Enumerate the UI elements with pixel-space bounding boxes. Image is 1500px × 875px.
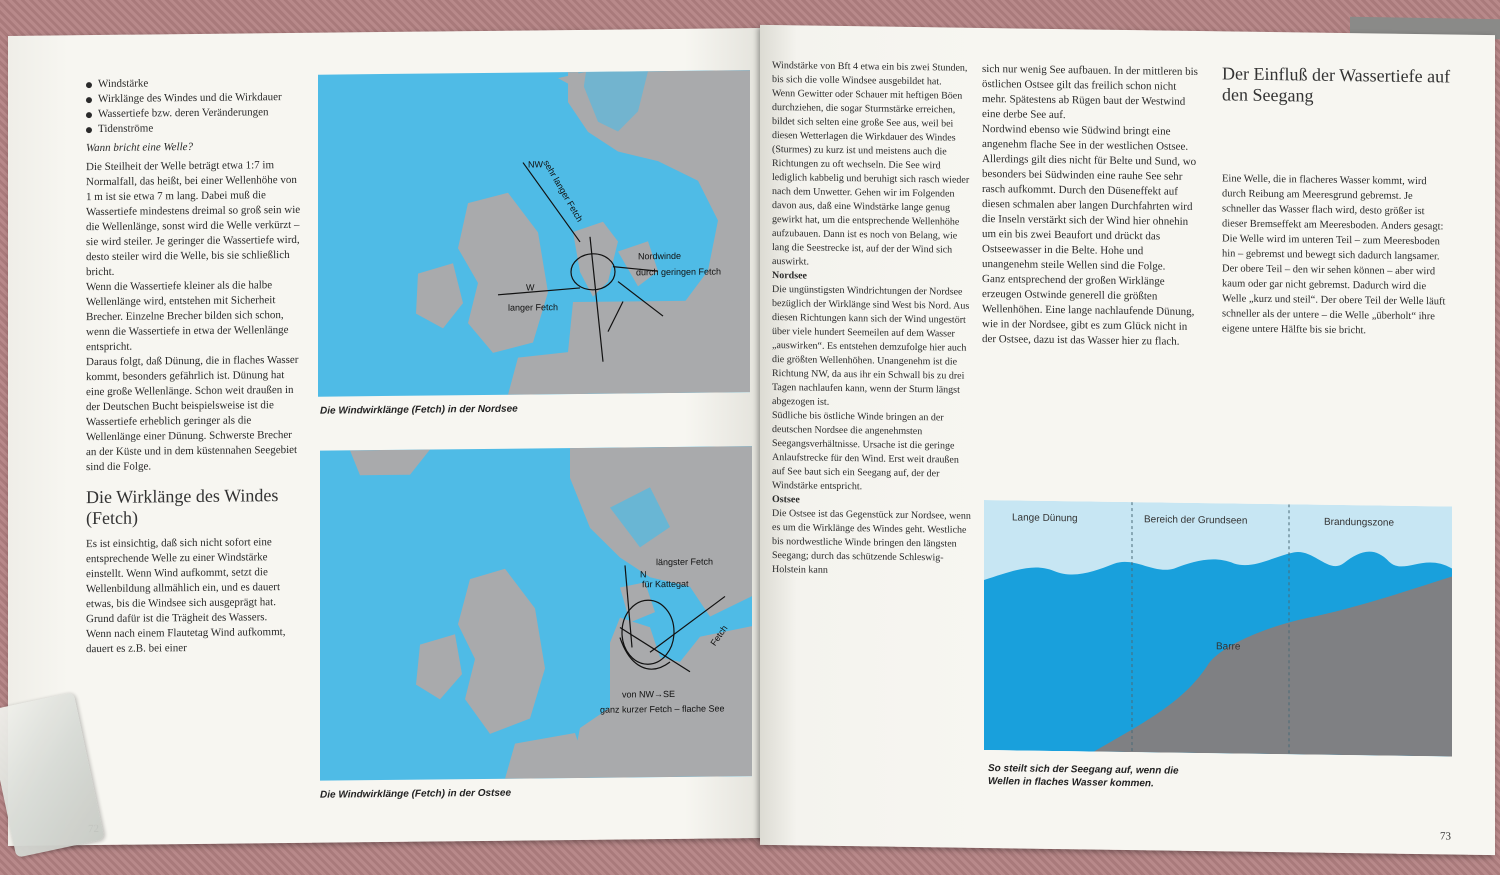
paragraph: Wenn nach einem Flautetag Wind aufkommt, dauert es z.B. bei einer: [86, 626, 286, 656]
baltic-sea-fetch-map: [320, 446, 752, 781]
map-label: langer Fetch: [508, 302, 559, 313]
paragraph: Daraus folgt, daß Dünung, die in flaches Wasser kommt, besonders gefährlich ist. Dünung hat eine große Wellenlänge. Schon weit draußen in der Deutschen Bucht beispielsweise ist die Wassertiefe erheblich geringer als die Wellenlänge einer Dünung. Schwerste Brecher an der Küste und in dem küstennahen Seegebiet sind die Folge.: [86, 353, 299, 474]
zone-label: Bereich der Grundseen: [1144, 514, 1248, 527]
list-item: Tidenströme: [86, 120, 301, 137]
map-label: längster Fetch: [656, 556, 714, 568]
subheading-ostsee: Ostsee: [772, 494, 800, 506]
map1-caption: Die Windwirklänge (Fetch) in der Nordsee: [320, 403, 518, 417]
list-item: Wirklänge des Windes und die Wirkdauer: [86, 90, 301, 107]
paragraph: Die Steilheit der Welle beträgt etwa 1:7 im Normalfall, das heißt, bei einer Wellenhöhe von 1 m ist sie etwa 7 m lang. Dabei muß die Wassertiefe mindestens dreimal so groß sein wie die Wellenlänge, sonst wird die Welle verkürzt – sie wird steiler. Je geringer die Wassertiefe wird, desto steiler wird die Welle, bis sie schließlich bricht.: [86, 159, 301, 279]
barre-label: Barre: [1216, 641, 1241, 653]
seegang-diagram: [984, 500, 1452, 757]
map2-caption: Die Windwirklänge (Fetch) in der Ostsee: [320, 787, 512, 801]
paragraph: Ganz entsprechend der großen Wirklänge erzeugen Ostwinde generell die größten Wellenhöhen. Eine lange nachlaufende Dünung, wie in der Nordsee, gibt es zum Glück nicht in der Ostsee, dazu ist das Wasser hier zu flach.: [982, 272, 1195, 348]
left-text-column: [86, 75, 301, 657]
map-label: NW: [528, 159, 543, 170]
paragraph: Die Ostsee ist das Gegenstück zur Nordsee, wenn es um die Wirklänge des Windes geht. Westliche bis nordwestliche Winde bringen den längsten Seegang; durch das schützende Schleswig-Holstein kann: [772, 508, 971, 576]
map-illustration: [318, 70, 750, 397]
subheading-nordsee: Nordsee: [772, 270, 807, 282]
map-label: sehr langer Fetch: [541, 158, 585, 224]
map-label: W: [526, 282, 535, 293]
map-label: für Kattegat: [642, 578, 689, 590]
right-page: [760, 25, 1495, 855]
right-text-column-2: [982, 62, 1202, 350]
paragraph: Wenn die Wassertiefe kleiner als die halbe Wellenlänge wird, entstehen mit Sicherheit Brecher. Einzelne Brecher bilden sich schon, wenn die Wassertiefe in etwa der Wellenlänge entspricht.: [86, 279, 289, 354]
paragraph: Eine Welle, die in flacheres Wasser kommt, wird durch Reibung am Meeresgrund gebremst. Je schneller das Wasser flach wird, desto größer ist dieser Bremseffekt am Meeresboden. Anders gesagt: Die Welle wird im unteren Teil – zum Meeresboden hin – gebremst und bewegt sich dadurch langsamer. Der obere Teil – den wir sehen können – aber wird kaum oder gar nicht gebremst. Dadurch wird die Welle „kurz und steil“. Der obere Teil der Welle läuft schneller als der untere – die Welle „überholt“ ihre eigene untere Hälfte bis sie bricht.: [1222, 173, 1446, 337]
page-number: 73: [1440, 830, 1451, 843]
map-illustration: [320, 446, 752, 781]
paragraph: sich nur wenig See aufbauen. In der mittleren bis östlichen Ostsee gilt das freilich schon nicht mehr. Spätestens ab Rügen baut der Westwind eine derbe See auf.: [982, 62, 1198, 122]
map-label: ganz kurzer Fetch – flache See: [600, 703, 725, 715]
right-text-column-1: [772, 59, 972, 580]
diagram-caption: So steilt sich der Seegang auf, wenn die Wellen in flaches Wasser kommen.: [988, 763, 1179, 790]
paragraph: Nordwind ebenso wie Südwind bringt eine angenehm flache See in der westlichen Ostsee. Allerdings gilt dies nicht für Belte und Sund, wo besonders bei Südwinden eine rauhe See sehr rasch aufkommt. Durch den Düseneffekt auf diesen schmalen aber langen Durchfahrten wird die Inseln verstärkt sich der Wind hier ohnehin um ein bis zwei Beaufort und drückt das Ostseewasser in die Belte. Hohe und unangenehm steile Wellen sind die Folge.: [982, 122, 1197, 273]
map-label: durch geringen Fetch: [636, 266, 722, 278]
map-label: Fetch: [708, 623, 730, 648]
section-heading: Der Einfluß der Wassertiefe auf den Seegang: [1222, 63, 1451, 106]
list-item: Windstärke: [86, 75, 301, 92]
paragraph: Die ungünstigsten Windrichtungen der Nordsee bezüglich der Wirklänge sind West bis Nord. Aus diesen Richtungen kann sich der Wind ungestört über viele hundert Seemeilen auf dem Wasser „auswirken“. Es entstehen demzufolge hier auch die größten Wellenhöhen. Unangenehm ist die Richtung NW, da aus ihr ein Schwall bis zu drei Tagen nachlaufen kann, wenn der Sturm längst abgezogen ist.: [772, 284, 970, 408]
list-item: Wassertiefe bzw. deren Veränderungen: [86, 105, 301, 122]
question-heading: Wann bricht eine Welle?: [86, 140, 194, 155]
zone-label: Lange Dünung: [1012, 512, 1078, 525]
paragraph: Es ist einsichtig, daß sich nicht sofort eine entsprechende Welle zu einer Windstärke einstellt. Wenn Wind aufkommt, setzt die Wellenbildung allmählich ein, und es dauert etwas, bis die Windsee sich ausgeprägt hat. Grund dafür ist die Trägheit des Wassers.: [86, 536, 281, 626]
map-label: Nordwinde: [638, 250, 682, 262]
map-label: von NW→SE: [622, 688, 676, 700]
zone-label: Brandungszone: [1324, 516, 1395, 529]
north-sea-fetch-map: [318, 70, 750, 397]
paragraph: Südliche bis östliche Winde bringen an der deutschen Nordsee die angenehmsten Seegangsverhältnisse. Ursache ist die geringe Anlaufstrecke für den Wind. Erst weit draußen auf See baut sich ein Seegang auf, der der Windstärke entspricht.: [772, 410, 959, 493]
wave-illustration: [984, 500, 1452, 757]
factor-list: [86, 75, 301, 137]
left-page: [8, 28, 760, 846]
paragraph: Wenn Gewitter oder Schauer mit heftigen Böen durchziehen, die sogar Sturmstärke erreichen, bildet sich selten eine große See aus, weil bei diesen Wetterlagen die Wirkdauer des Windes (Sturmes) zu kurz ist und meistens auch die Richtungen zu oft wechseln. Die See wird lediglich kabbelig und beruhigt sich rasch wieder nach dem Unwetter. Gehen wir im Folgenden davon aus, daß eine Windstärke lange genug gewirkt hat, um die entsprechende Wellenhöhe aufzubauen. Dann ist es noch von Belang, wie lang die Seestrecke ist, auf der der Wind sich auswirkt.: [772, 88, 970, 268]
right-text-column-3: [1222, 63, 1452, 339]
section-heading: Die Wirklänge des Windes (Fetch): [86, 485, 279, 529]
paragraph: Windstärke von Bft 4 etwa ein bis zwei Stunden, bis sich die volle Windsee ausgebildet hat.: [772, 60, 968, 88]
map-label: N: [640, 569, 647, 580]
